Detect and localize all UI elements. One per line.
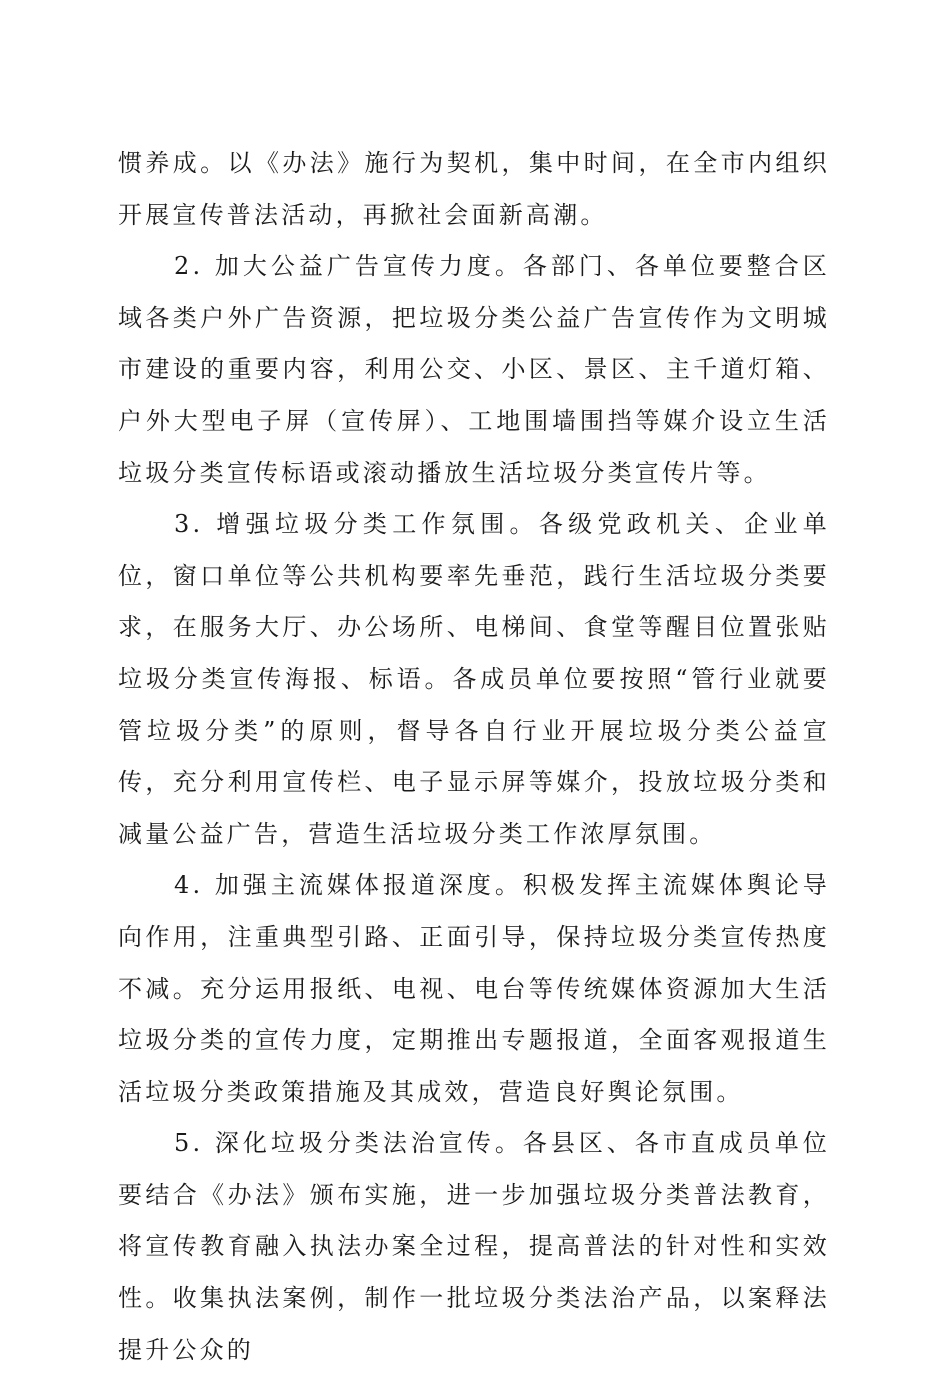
paragraph-item-5: 5. 深化垃圾分类法治宣传。各县区、各市直成员单位要结合《办法》颁布实施，进一步加强垃圾分类普法教育，将宣传教育融入执法办案全过程，提高普法的针对性和实效性。收集执法案例，制作一批垃圾分类法治产品，以案释法提升公众的	[118, 1129, 830, 1364]
document-body	[118, 138, 830, 1376]
paragraph-item-2: 2. 加大公益广告宣传力度。各部门、各单位要整合区域各类户外广告资源，把垃圾分类公益广告宣传作为文明城市建设的重要内容，利用公交、小区、景区、主千道灯箱、户外大型电子屏（宣传屏）、工地围墙围挡等媒介设立生活垃圾分类宣传标语或滚动播放生活垃圾分类宣传片等。	[118, 252, 830, 487]
paragraph-continuation: 惯养成。以《办法》施行为契机，集中时间，在全市内组织开展宣传普法活动，再掀社会面新高潮。	[118, 149, 830, 229]
paragraph-item-3: 3. 增强垃圾分类工作氛围。各级党政机关、企业单位，窗口单位等公共机构要率先垂范，践行生活垃圾分类要求，在服务大厅、办公场所、电梯间、食堂等醒目位置张贴垃圾分类宣传海报、标语。各成员单位要按照“管行业就要管垃圾分类”的原则，督导各自行业开展垃圾分类公益宣传，充分利用宣传栏、电子显示屏等媒介，投放垃圾分类和减量公益广告，营造生活垃圾分类工作浓厚氛围。	[118, 510, 830, 848]
paragraph-item-4: 4. 加强主流媒体报道深度。积极发挥主流媒体舆论导向作用，注重典型引路、正面引导，保持垃圾分类宣传热度不减。充分运用报纸、电视、电台等传统媒体资源加大生活垃圾分类的宣传力度，定期推出专题报道，全面客观报道生活垃圾分类政策措施及其成效，营造良好舆论氛围。	[118, 871, 830, 1106]
